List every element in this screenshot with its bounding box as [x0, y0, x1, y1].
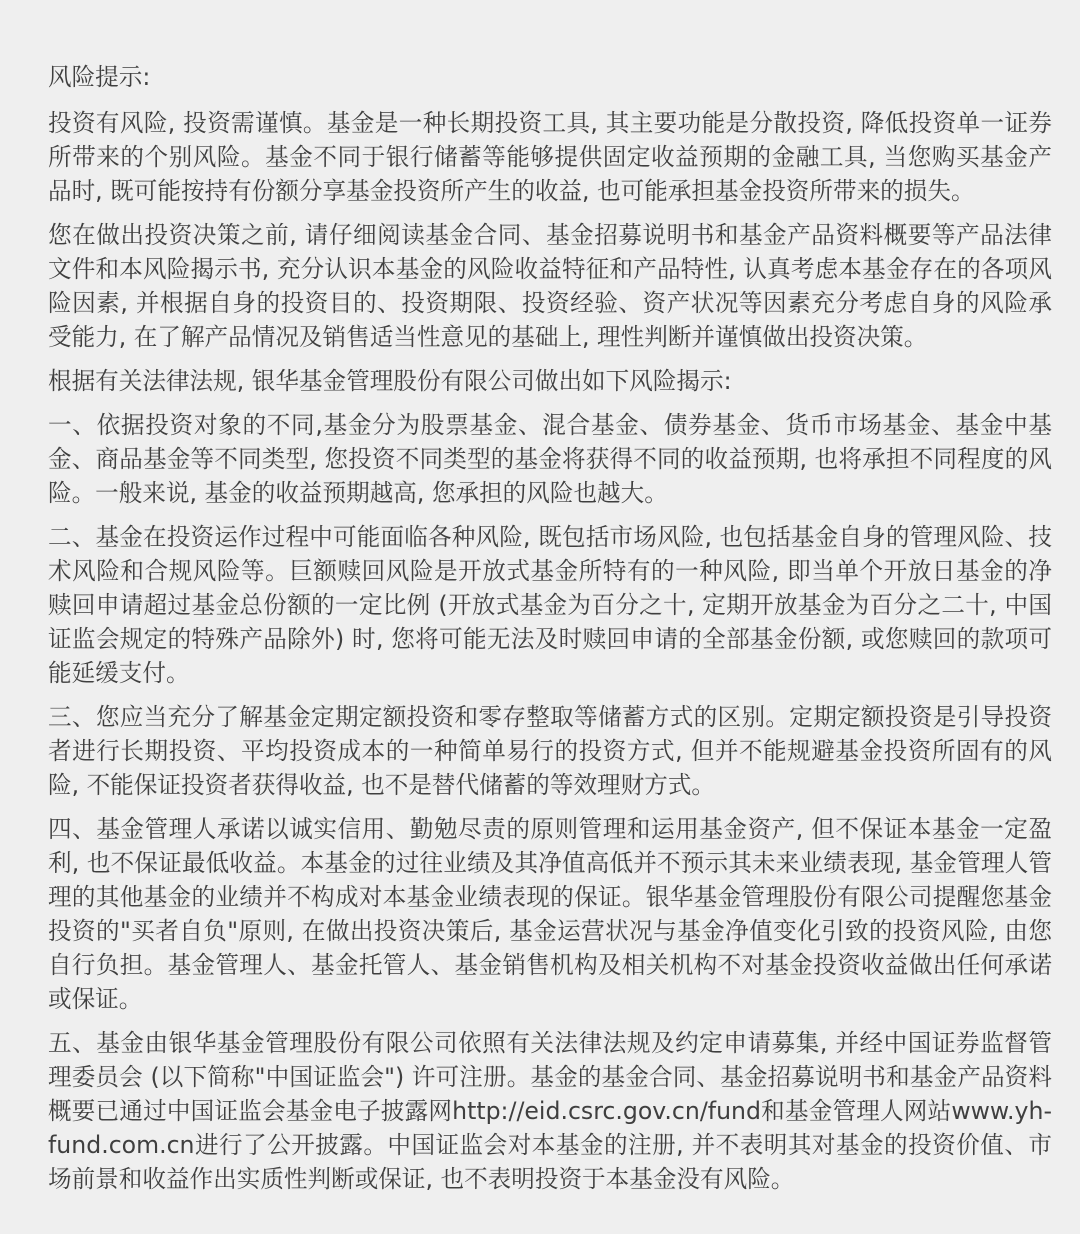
- paragraph-item-3: 三、您应当充分了解基金定期定额投资和零存整取等储蓄方式的区别。定期定额投资是引导投资者进行长期投资、平均投资成本的一种简单易行的投资方式, 但并不能规避基金投资所固有的风险, 不能保证投资者获得收益, 也不是替代储蓄的等效理财方式。: [48, 703, 1052, 799]
- paragraph-item-2: 二、基金在投资运作过程中可能面临各种风险, 既包括市场风险, 也包括基金自身的管理风险、技术风险和合规风险等。巨额赎回风险是开放式基金所特有的一种风险, 即当单个开放日基金的净赎回申请超过基金总份额的一定比例 (开放式基金为百分之十, 定期开放基金为百分之二十, 中国证监会规定的特殊产品除外) 时, 您将可能无法及时赎回申请的全部基金份额, 或您赎回的款项可能延缓支付。: [48, 523, 1052, 687]
- document-heading: 风险提示:: [48, 63, 151, 91]
- paragraph-decision-advice: 您在做出投资决策之前, 请仔细阅读基金合同、基金招募说明书和基金产品资料概要等产品法律文件和本风险揭示书, 充分认识本基金的风险收益特征和产品特性, 认真考虑本基金存在的各项风险因素, 并根据自身的投资目的、投资期限、投资经验、资产状况等因素充分考虑自身的风险承受能力, 在了解产品情况及销售适当性意见的基础上, 理性判断并谨慎做出投资决策。: [48, 221, 1052, 351]
- paragraph-disclosure-intro: 根据有关法律法规, 银华基金管理股份有限公司做出如下风险揭示:: [48, 367, 732, 395]
- paragraph-item-5: 五、基金由银华基金管理股份有限公司依照有关法律法规及约定申请募集, 并经中国证券监督管理委员会 (以下简称"中国证监会") 许可注册。基金的基金合同、基金招募说明书和基金产品资料概要已通过中国证监会基金电子披露网http://eid.csrc.gov.cn/fund和基金管理人网站www.yh-fund.com.cn进行了公开披露。中国证监会对本基金的注册, 并不表明其对基金的投资价值、市场前景和收益作出实质性判断或保证, 也不表明投资于本基金没有风险。: [48, 1029, 1052, 1193]
- paragraph-general-risk: 投资有风险, 投资需谨慎。基金是一种长期投资工具, 其主要功能是分散投资, 降低投资单一证券所带来的个别风险。基金不同于银行储蓄等能够提供固定收益预期的金融工具, 当您购买基金产品时, 既可能按持有份额分享基金投资所产生的收益, 也可能承担基金投资所带来的损失。: [48, 109, 1052, 205]
- paragraph-item-1: 一、依据投资对象的不同,基金分为股票基金、混合基金、债券基金、货币市场基金、基金中基金、商品基金等不同类型, 您投资不同类型的基金将获得不同的收益预期, 也将承担不同程度的风险。一般来说, 基金的收益预期越高, 您承担的风险也越大。: [48, 411, 1052, 507]
- paragraph-item-4: 四、基金管理人承诺以诚实信用、勤勉尽责的原则管理和运用基金资产, 但不保证本基金一定盈利, 也不保证最低收益。本基金的过往业绩及其净值高低并不预示其未来业绩表现, 基金管理人管理的其他基金的业绩并不构成对本基金业绩表现的保证。银华基金管理股份有限公司提醒您基金投资的"买者自负"原则, 在做出投资决策后, 基金运营状况与基金净值变化引致的投资风险, 由您自行负担。基金管理人、基金托管人、基金销售机构及相关机构不对基金投资收益做出任何承诺或保证。: [48, 815, 1052, 1013]
